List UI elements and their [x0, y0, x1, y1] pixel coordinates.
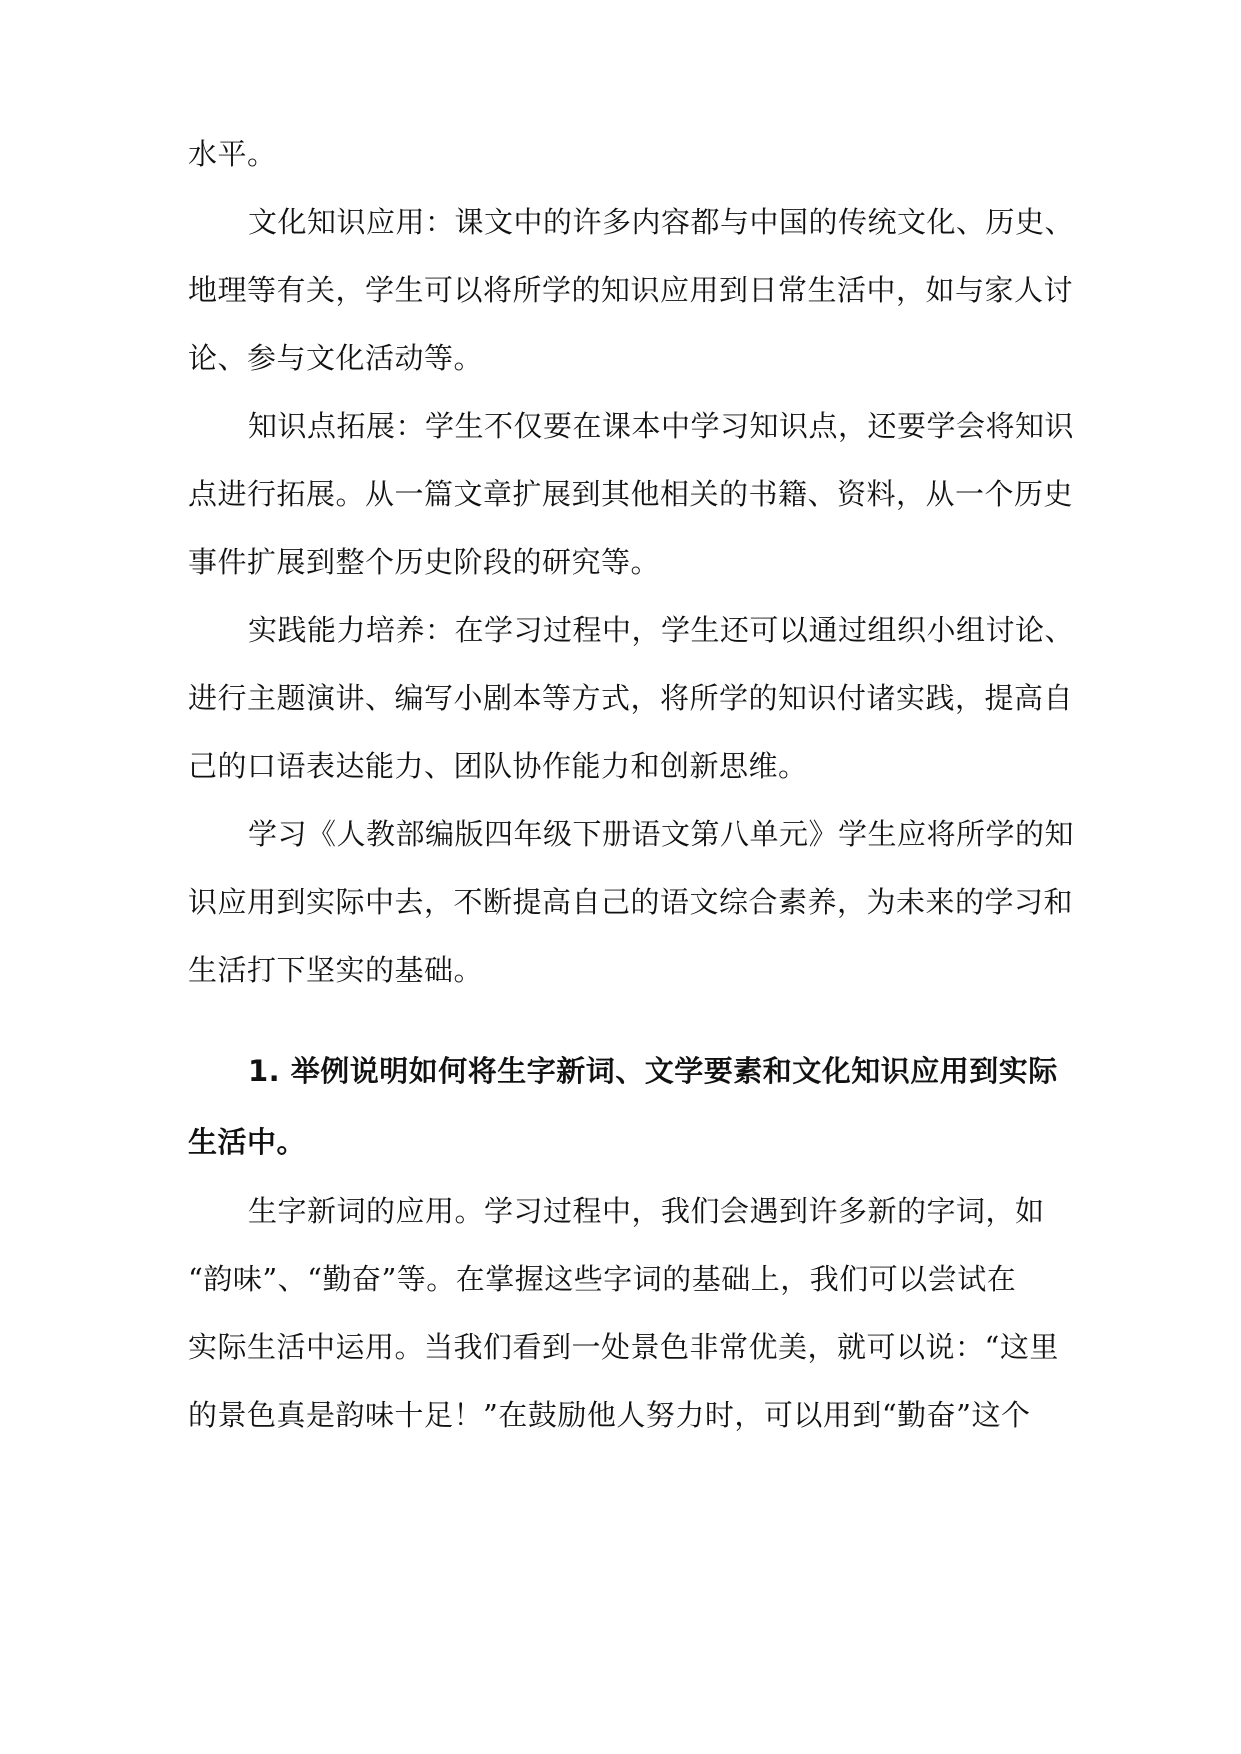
knowledge-extension-line-2: 点进行拓展。从一篇文章扩展到其他相关的书籍、资料，从一个历史 — [188, 477, 1074, 511]
vocab-application-line-1: 生字新词的应用。学习过程中，我们会遇到许多新的字词，如 — [248, 1194, 1045, 1228]
practice-ability-line-1: 实践能力培养：在学习过程中，学生还可以通过组织小组讨论、 — [248, 613, 1075, 647]
paragraph-tail-line-1: 水平。 — [188, 137, 277, 171]
vocab-application-line-4: 的景色真是韵味十足！”在鼓励他人努力时，可以用到“勤奋”这个 — [188, 1398, 1031, 1432]
culture-application-line-3: 论、参与文化活动等。 — [188, 341, 484, 375]
practice-ability-line-2: 进行主题演讲、编写小剧本等方式，将所学的知识付诸实践，提高自 — [188, 681, 1074, 715]
vocab-application-line-2: “韵味”、“勤奋”等。在掌握这些字词的基础上，我们可以尝试在 — [188, 1262, 1017, 1296]
summary-line-2: 识应用到实际中去，不断提高自己的语文综合素养，为未来的学习和 — [188, 885, 1074, 919]
section-heading-line-2: 生活中。 — [188, 1125, 307, 1159]
vocab-application-line-3: 实际生活中运用。当我们看到一处景色非常优美，就可以说：“这里 — [188, 1330, 1059, 1364]
culture-application-line-1: 文化知识应用：课文中的许多内容都与中国的传统文化、历史、 — [248, 205, 1075, 239]
summary-line-1: 学习《人教部编版四年级下册语文第八单元》学生应将所学的知 — [248, 817, 1075, 851]
practice-ability-line-3: 己的口语表达能力、团队协作能力和创新思维。 — [188, 749, 808, 783]
summary-line-3: 生活打下坚实的基础。 — [188, 953, 484, 987]
knowledge-extension-line-1: 知识点拓展：学生不仅要在课本中学习知识点，还要学会将知识 — [248, 409, 1075, 443]
culture-application-line-2: 地理等有关，学生可以将所学的知识应用到日常生活中，如与家人讨 — [188, 273, 1074, 307]
knowledge-extension-line-3: 事件扩展到整个历史阶段的研究等。 — [188, 545, 661, 579]
section-heading-line-1: 1. 举例说明如何将生字新词、文学要素和文化知识应用到实际 — [248, 1054, 1058, 1088]
